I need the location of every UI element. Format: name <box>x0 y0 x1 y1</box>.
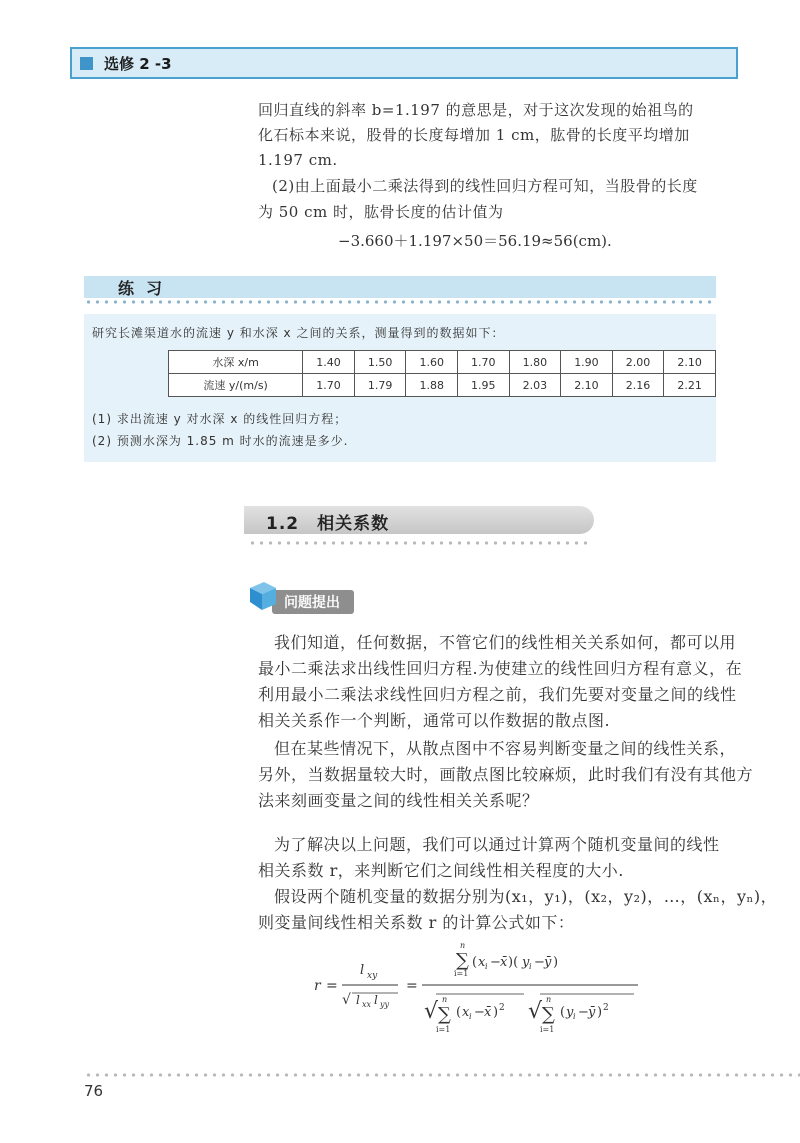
table-cell: 2.10 <box>561 374 613 397</box>
svg-text:r: r <box>314 978 321 994</box>
problem-badge-label: 问题提出 <box>284 595 340 611</box>
svg-text:(: ( <box>560 1005 566 1020</box>
body-p2-line-2: 另外，当数据量较大时，画散点图比较麻烦，此时我们有没有其他方 <box>258 765 754 784</box>
svg-text:y: y <box>566 1005 574 1020</box>
svg-text:l: l <box>374 993 378 1007</box>
practice-header <box>84 276 716 298</box>
practice-dotted-rule <box>84 299 716 305</box>
svg-text:ȳ: ȳ <box>544 955 552 970</box>
page-number: 76 <box>84 1082 104 1100</box>
svg-text:): ) <box>553 955 559 970</box>
svg-text:y: y <box>522 955 530 970</box>
body-p2-line-1: 但在某些情况下，从散点图中不容易判断变量之间的线性关系， <box>274 739 737 758</box>
body-p3-line-2: 相关系数 r，来判断它们之间线性相关程度的大小. <box>258 861 624 880</box>
table-row-header: 水深 x/m <box>169 351 303 374</box>
intro-line-2: 化石标本来说，股骨的长度每增加 1 cm，肱骨的长度平均增加 <box>258 126 690 144</box>
practice-question-2: (2) 预测水深为 1.85 m 时水的流速是多少. <box>92 434 349 448</box>
header-square-icon <box>80 57 93 70</box>
svg-text:∑: ∑ <box>456 950 469 971</box>
svg-text:i=1: i=1 <box>436 1025 451 1034</box>
svg-text:√: √ <box>342 992 351 1008</box>
svg-text:−: − <box>578 1005 589 1020</box>
section-tab <box>244 506 594 534</box>
table-cell: 1.80 <box>509 351 561 374</box>
table-cell: 1.60 <box>406 351 458 374</box>
svg-text:−: − <box>474 1005 485 1020</box>
intro-line-3: 1.197 cm. <box>258 151 338 169</box>
table-cell: 1.40 <box>303 351 355 374</box>
table-cell: 2.10 <box>664 351 716 374</box>
svg-text:(: ( <box>472 955 478 970</box>
body-p4-line-2: 则变量间线性相关系数 r 的计算公式如下： <box>258 913 575 932</box>
svg-text:i: i <box>485 962 488 971</box>
correlation-formula <box>312 940 652 1036</box>
svg-text:yy: yy <box>380 1000 390 1009</box>
table-cell: 1.50 <box>354 351 406 374</box>
table-cell: 2.21 <box>664 374 716 397</box>
svg-text:n: n <box>546 995 552 1004</box>
svg-text:−: − <box>534 955 545 970</box>
svg-text:∑: ∑ <box>438 1004 451 1025</box>
section-title: 1.2 相关系数 <box>266 514 390 534</box>
data-table <box>168 350 716 397</box>
svg-text:): ) <box>597 1005 603 1020</box>
header-bar <box>70 47 738 79</box>
svg-text:l: l <box>360 963 365 978</box>
svg-text:xx: xx <box>362 1000 372 1009</box>
svg-text:=: = <box>326 978 338 994</box>
table-row-header: 流速 y/(m/s) <box>169 374 303 397</box>
body-p3-line-1: 为了解决以上问题，我们可以通过计算两个随机变量间的线性 <box>274 835 720 854</box>
svg-text:i: i <box>529 962 532 971</box>
body-p4-line-1: 假设两个随机变量的数据分别为(x₁，y₁)，(x₂，y₂)，…，(xₙ，yₙ)， <box>274 887 778 906</box>
svg-text:n: n <box>442 995 448 1004</box>
practice-question-1: (1) 求出流速 y 对水深 x 的线性回归方程； <box>92 412 348 426</box>
intro-line-4: (2)由上面最小二乘法得到的线性回归方程可知，当股骨的长度 <box>272 177 698 195</box>
svg-text:)(: )( <box>508 955 519 970</box>
svg-text:√: √ <box>424 999 439 1024</box>
practice-box <box>84 314 716 462</box>
body-p1-line-4: 相关关系作一个判断，通常可以作数据的散点图. <box>258 711 611 730</box>
table-cell: 1.90 <box>561 351 613 374</box>
footer-dotted-rule <box>84 1072 800 1078</box>
table-cell: 1.79 <box>354 374 406 397</box>
body-p1-line-1: 我们知道，任何数据，不管它们的线性相关关系如何，都可以用 <box>274 633 737 652</box>
svg-text:−: − <box>490 955 501 970</box>
svg-text:i=1: i=1 <box>540 1025 555 1034</box>
table-cell: 1.95 <box>458 374 510 397</box>
svg-text:x: x <box>478 955 486 970</box>
table-cell: 1.88 <box>406 374 458 397</box>
intro-line-1: 回归直线的斜率 b=1.197 的意思是，对于这次发现的始祖鸟的 <box>258 101 694 119</box>
practice-title: 练习 <box>118 279 175 298</box>
table-cell: 2.03 <box>509 374 561 397</box>
intro-formula: −3.660＋1.197×50＝56.19≈56(cm). <box>338 232 612 250</box>
header-title: 选修 2 -3 <box>104 55 172 73</box>
body-p1-line-3: 利用最小二乘法求线性回归方程之前，我们先要对变量之间的线性 <box>258 685 737 704</box>
svg-text:l: l <box>356 993 360 1007</box>
body-p2-line-3: 法来刻画变量之间的线性相关关系呢？ <box>258 791 539 810</box>
svg-text:xy: xy <box>367 971 378 981</box>
svg-text:(: ( <box>456 1005 462 1020</box>
table-row <box>169 374 716 397</box>
section-dotted-rule <box>248 540 592 546</box>
table-cell: 1.70 <box>458 351 510 374</box>
svg-text:x: x <box>462 1005 470 1020</box>
svg-text:x̄: x̄ <box>500 955 508 970</box>
problem-badge <box>272 590 354 614</box>
svg-text:i=1: i=1 <box>454 969 469 978</box>
svg-text:∑: ∑ <box>542 1004 555 1025</box>
practice-intro: 研究长滩渠道水的流速 y 和水深 x 之间的关系，测量得到的数据如下： <box>92 326 505 340</box>
svg-text:x̄: x̄ <box>484 1005 492 1020</box>
svg-text:=: = <box>406 978 418 994</box>
svg-text:√: √ <box>528 999 543 1024</box>
intro-line-5: 为 50 cm 时，肱骨长度的估计值为 <box>258 203 504 221</box>
svg-text:ȳ: ȳ <box>588 1005 596 1020</box>
svg-text:2: 2 <box>603 1003 609 1013</box>
cube-icon <box>246 578 282 612</box>
svg-text:n: n <box>460 941 466 950</box>
svg-text:): ) <box>493 1005 499 1020</box>
table-cell: 2.16 <box>612 374 664 397</box>
body-p1-line-2: 最小二乘法求出线性回归方程.为使建立的线性回归方程有意义，在 <box>258 659 743 678</box>
table-cell: 1.70 <box>303 374 355 397</box>
svg-text:i: i <box>573 1012 576 1021</box>
table-row <box>169 351 716 374</box>
svg-text:2: 2 <box>499 1003 505 1013</box>
table-cell: 2.00 <box>612 351 664 374</box>
svg-text:i: i <box>469 1012 472 1021</box>
